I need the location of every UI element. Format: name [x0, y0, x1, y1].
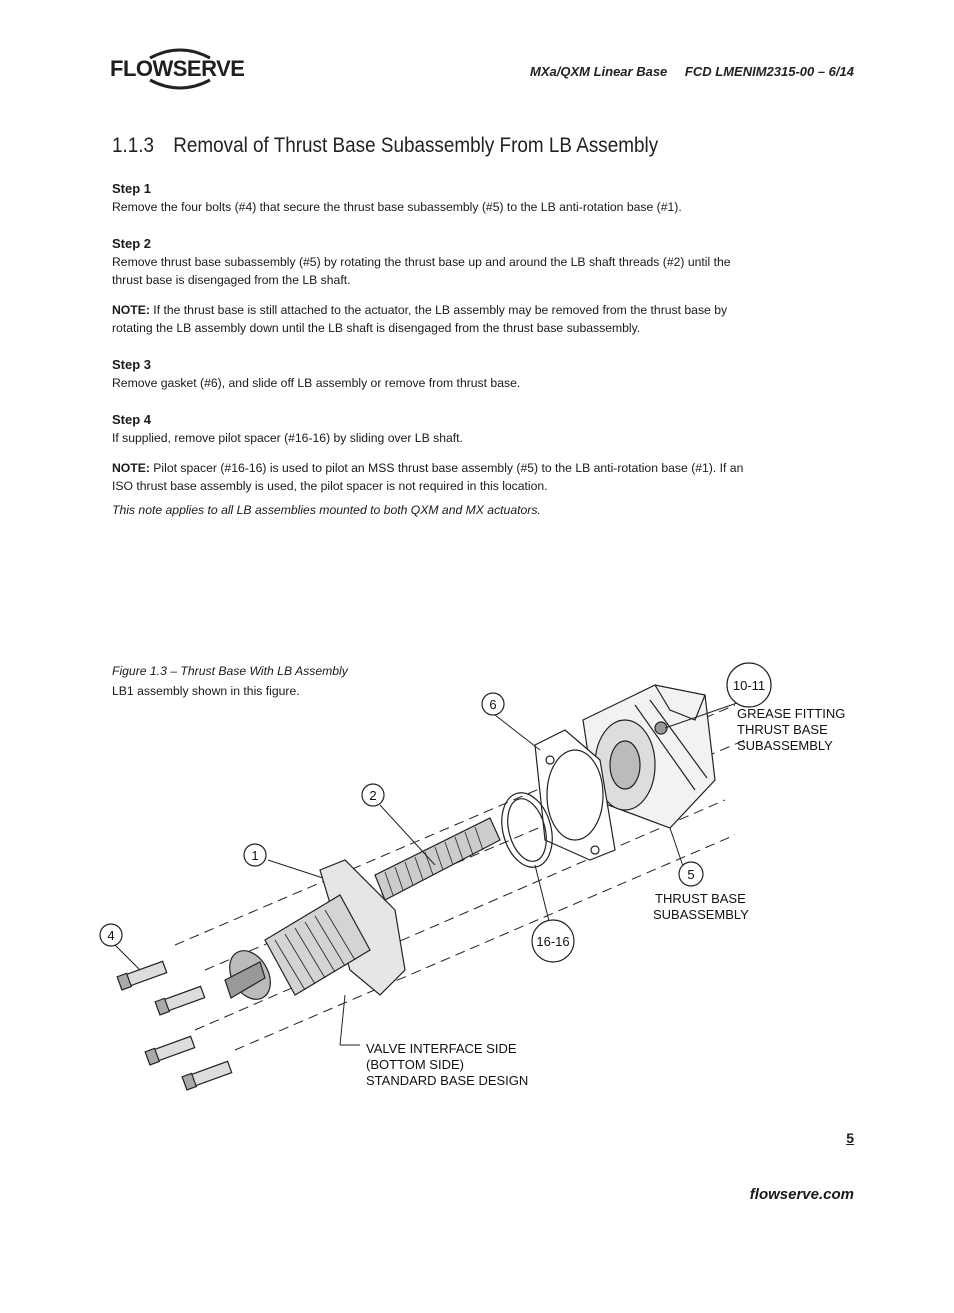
lb-shaft-threads — [375, 818, 500, 900]
applies-note: This note applies to all LB assemblies mounted to both QXM and MX actuators. — [112, 503, 541, 517]
website-link[interactable]: flowserve.com — [749, 1186, 854, 1203]
step-text: Remove gasket (#6), and slide off LB assembly or remove from thrust base. — [112, 376, 521, 390]
step-text: If supplied, remove pilot spacer (#16-16) by sliding over LB shaft. — [112, 431, 463, 445]
document-header — [530, 64, 854, 79]
section-title: Removal of Thrust Base Subassembly From LB Assembly — [173, 134, 659, 157]
note-label: NOTE: — [112, 461, 150, 475]
note-text: Pilot spacer (#16-16) is used to pilot an MSS thrust base assembly (#5) to the LB anti-rotation base (#1). If an ISO thrust base assembly is used, the pilot spacer is not required in this location. — [112, 461, 744, 493]
section-heading — [112, 134, 658, 158]
label-thrust-subassembly: SUBASSEMBLY — [653, 907, 749, 922]
procedure-content — [112, 180, 762, 519]
label-grease-fitting: GREASE FITTING — [737, 706, 846, 721]
note — [112, 301, 762, 337]
callout-5-text: 5 — [687, 867, 695, 882]
label-grease-thrust-base: THRUST BASE — [737, 722, 828, 737]
label-valve-interface: VALVE INTERFACE SIDE — [366, 1041, 517, 1056]
callout-4-text: 4 — [107, 928, 115, 943]
step-heading: Step 2 — [112, 236, 152, 251]
callout-1-text: 1 — [251, 848, 259, 863]
callout-10-11-text: 10-11 — [732, 678, 766, 693]
label-standard-base: STANDARD BASE DESIGN — [366, 1073, 529, 1088]
step-text: Remove the four bolts (#4) that secure the thrust base subassembly (#5) to the LB anti-rotation base (#1). — [112, 200, 682, 214]
callout-2-text: 2 — [369, 788, 377, 803]
bolts — [117, 960, 232, 1090]
doc-title: MXa/QXM Linear Base — [530, 64, 668, 79]
callout-16-16-text: 16-16 — [536, 934, 570, 949]
callout-6-text: 6 — [489, 697, 497, 712]
step-text: Remove thrust base subassembly (#5) by rotating the thrust base up and around the LB shaft threads (#2) until the thrust base is disengaged from the LB shaft. — [112, 255, 731, 287]
note-label: NOTE: — [112, 303, 150, 317]
section-number: 1.1.3 — [112, 134, 155, 157]
note — [112, 459, 762, 495]
label-thrust-base: THRUST BASE — [655, 891, 746, 906]
note-text: If the thrust base is still attached to the actuator, the LB assembly may be removed from the thrust base by rotating the LB assembly down until the LB shaft is disengaged from the thrust base subassembly. — [112, 303, 728, 335]
exploded-assembly-diagram — [95, 650, 875, 1100]
figure-title: Figure 1.3 – Thrust Base With LB Assembly — [112, 664, 348, 678]
label-grease-subassembly: SUBASSEMBLY — [737, 738, 833, 753]
figure-subcaption: LB1 assembly shown in this figure. — [112, 684, 300, 698]
logo-text: FLOWSERVE — [110, 56, 245, 81]
label-bottom-side: (BOTTOM SIDE) — [366, 1057, 464, 1072]
step-heading: Step 3 — [112, 357, 152, 372]
step-heading: Step 4 — [112, 412, 152, 427]
doc-code: FCD LMENIM2315-00 – 6/14 — [684, 64, 854, 79]
page-number: 5 — [846, 1130, 854, 1146]
step-heading: Step 1 — [112, 181, 152, 196]
flowserve-logo — [110, 44, 250, 94]
